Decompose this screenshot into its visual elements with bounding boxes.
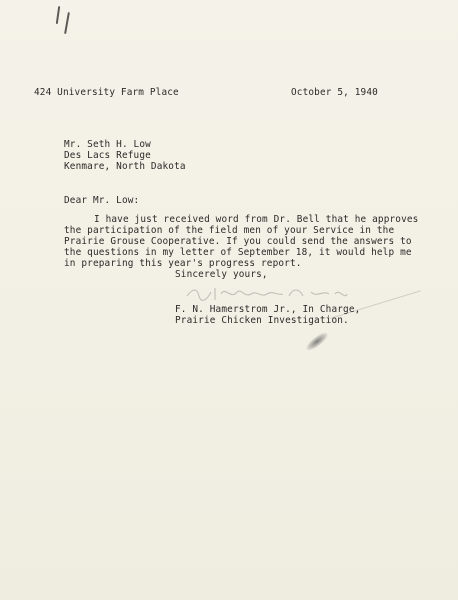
handwritten-signature: [185, 282, 350, 304]
pencil-mark-left: [56, 6, 60, 24]
body-line: the participation of the field men of your Service in the: [64, 225, 395, 236]
body-line: the questions in my letter of September 18, it would help me: [64, 247, 412, 258]
body-line: in preparing this year's progress report.: [64, 258, 302, 269]
letter-date: October 5, 1940: [291, 87, 378, 98]
recipient-line: Des Lacs Refuge: [64, 150, 151, 161]
ink-smudge: [304, 330, 330, 353]
body-line: I have just received word from Dr. Bell that he approves: [94, 214, 419, 225]
signature-line: F. N. Hamerstrom Jr., In Charge,: [175, 304, 361, 315]
salutation: Dear Mr. Low:: [64, 195, 140, 206]
return-address: 424 University Farm Place: [34, 87, 179, 98]
recipient-line: Kenmare, North Dakota: [64, 161, 186, 172]
body-line: Prairie Grouse Cooperative. If you could send the answers to: [64, 236, 412, 247]
closing: Sincerely yours,: [175, 269, 268, 280]
signature-line: Prairie Chicken Investigation.: [175, 315, 349, 326]
pencil-mark-right: [64, 12, 69, 34]
recipient-line: Mr. Seth H. Low: [64, 139, 151, 150]
